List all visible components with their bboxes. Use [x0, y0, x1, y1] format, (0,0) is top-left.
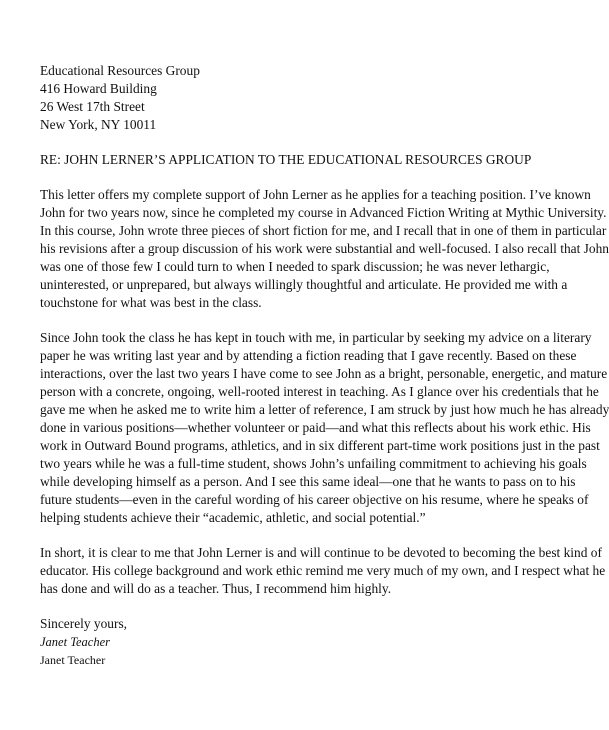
paragraph-line: Since John took the class he has kept in touch with me, in particular by seeking my advice on a literary: [40, 330, 592, 345]
paragraph-line: paper he was writing last year and by attending a fiction reading that I gave recently. Based on these: [40, 348, 577, 363]
paragraph-line: done in various positions—whether volunteer or paid—and what this reflects about his work ethic. His: [40, 420, 591, 435]
paragraph-line: person with a concrete, ongoing, well-rooted interest in teaching. As I glance over his credentials that he: [40, 384, 599, 399]
sender-street: 26 West 17th Street: [40, 99, 145, 114]
paragraph-line: John for two years now, since he completed my course in Advanced Fiction Writing at Mythic University.: [40, 205, 607, 220]
paragraph-line: gave me when he asked me to write him a letter of reference, I am struck by just how much he has already: [40, 402, 609, 417]
body-paragraph-3: [40, 544, 606, 598]
letter-page: [40, 62, 609, 667]
paragraph-line: This letter offers my complete support of John Lerner as he applies for a teaching position. I’ve known: [40, 187, 591, 202]
body-paragraph-2: [40, 329, 609, 527]
sender-address: [40, 62, 560, 134]
paragraph-line: uninterested, or unprepared, but always willingly thoughtful and articulate. He provided me with a: [40, 277, 568, 292]
sender-building: 416 Howard Building: [40, 81, 157, 96]
paragraph-line: work in Outward Bound programs, athletics, and in six different part-time work positions just in the past: [40, 438, 600, 453]
paragraph-line: touchstone for what was best in the class.: [40, 295, 262, 310]
paragraph-line: while developing himself as a person. And I see this same ideal—one that he wants to pass on to his: [40, 474, 576, 489]
paragraph-line: his revisions after a group discussion of his work were substantial and well-focused. I also recall that John: [40, 241, 609, 256]
paragraph-line: helping students achieve their “academic, athletic, and social potential.”: [40, 510, 426, 525]
body-paragraph-1: [40, 186, 609, 312]
sender-city: New York, NY 10011: [40, 117, 157, 132]
subject-line: RE: JOHN LERNER’S APPLICATION TO THE EDUCATIONAL RESOURCES GROUP: [40, 152, 532, 167]
sender-organization: Educational Resources Group: [40, 63, 200, 78]
paragraph-line: has done and will do as a teacher. Thus, I recommend him highly.: [40, 581, 392, 596]
paragraph-line: educator. His college background and work ethic remind me very much of my own, and I respect what he: [40, 563, 606, 578]
paragraph-line: was one of those few I could turn to when I needed to spark discussion; he was never lethargic,: [40, 259, 550, 274]
closing-block: [40, 615, 560, 667]
paragraph-line: In short, it is clear to me that John Lerner is and will continue to be devoted to becoming the best kind of: [40, 545, 602, 560]
paragraph-line: future students—even in the careful wording of his career objective on his resume, where he speaks of: [40, 492, 589, 507]
signature-typed-name: Janet Teacher: [40, 653, 106, 667]
paragraph-line: interactions, over the last two years I have come to see John as a bright, personable, energetic, and mature: [40, 366, 608, 381]
paragraph-line: In this course, John wrote three pieces of short fiction for me, and I recall that in one of them in particular: [40, 223, 607, 238]
paragraph-line: two years while he was a full-time student, shows John’s unfailing commitment to achieving his goals: [40, 456, 587, 471]
closing-salutation: Sincerely yours,: [40, 616, 128, 631]
signature-name: Janet Teacher: [40, 635, 111, 649]
